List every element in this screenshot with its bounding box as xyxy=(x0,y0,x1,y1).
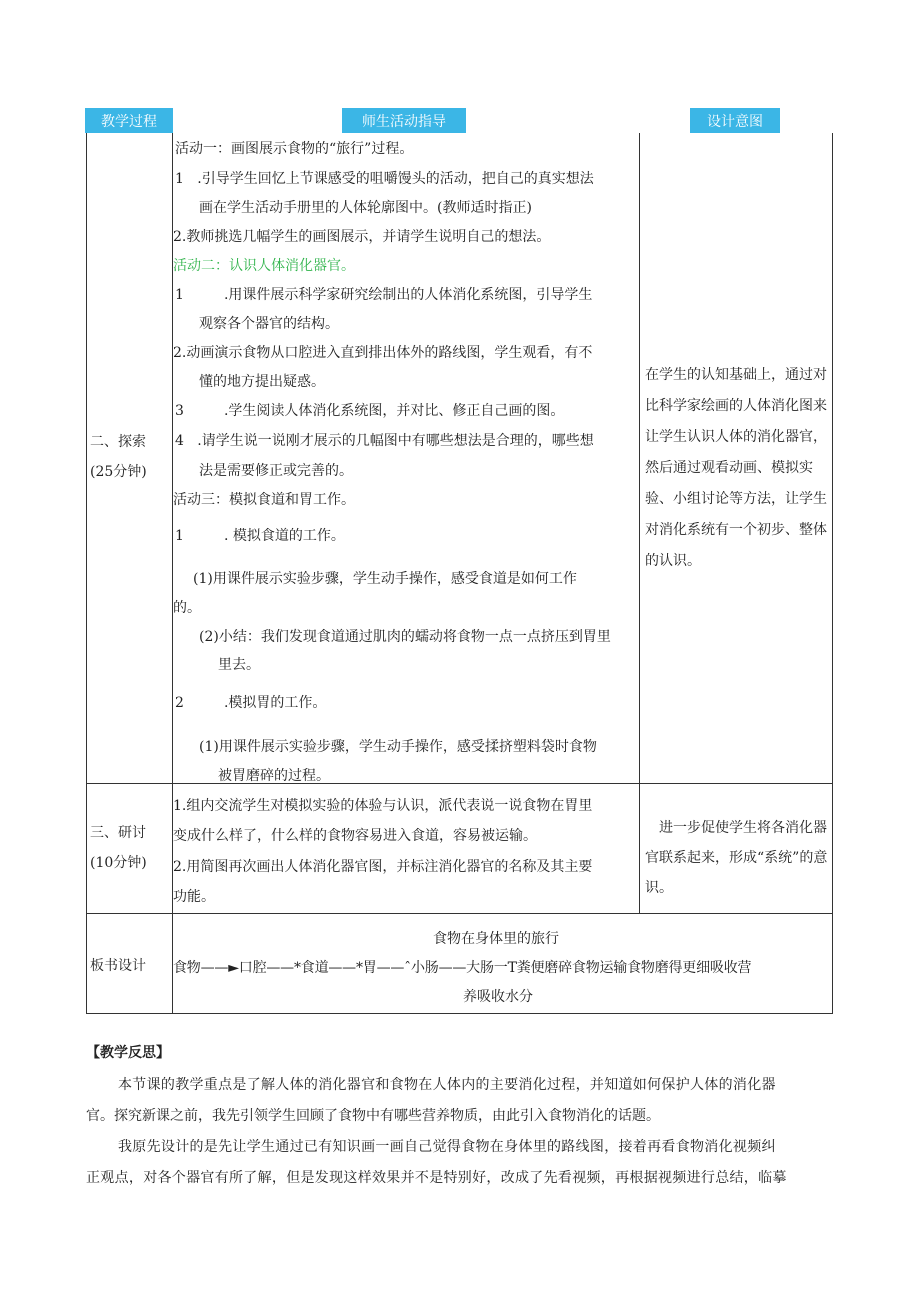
reflection-paragraph-1: 本节课的教学重点是了解人体的消化器官和食物在人体内的主要消化过程，并知道如何保护人体的消化器 xyxy=(118,1077,776,1093)
activity-line: 3 .学生阅读人体消化系统图，并对比、修正自己画的图。 xyxy=(175,403,565,419)
activity-line: 活动二：认识人体消化器官。 xyxy=(173,258,355,274)
discuss-intent: 进一步促使学生将各消化器官联系起来，形成“系统”的意识。 xyxy=(645,820,828,896)
reflection-heading: 【教学反思】 xyxy=(86,1045,170,1061)
activity-line: 观察各个器官的结构。 xyxy=(199,316,339,332)
explore-time: (25分钟) xyxy=(90,464,147,480)
row-divider-2 xyxy=(86,913,833,914)
discuss-line: 变成什么样了，什么样的食物容易进入食道，容易被运输。 xyxy=(173,828,537,844)
explore-intent: 在学生的认知基础上，通过对比科学家绘画的人体消化图来让学生认识人体的消化器官，然后通过观看动画、模拟实验、小组讨论等方法，让学生对消化系统有一个初步、整体的认识。 xyxy=(645,367,827,569)
activity-line: 被胃磨碎的过程。 xyxy=(218,768,330,782)
table-left-border xyxy=(86,133,87,1013)
activity-line: 懂的地方提出疑惑。 xyxy=(199,374,325,390)
activity-line: 法是需要修正或完善的。 xyxy=(199,463,353,479)
header-teacher-guide: 师生活动指导 xyxy=(342,108,466,133)
board-label: 板书设计 xyxy=(90,958,146,974)
board-flow: 食物——►口腔——*食道——*胃——ˆ小肠——大肠一T粪便磨碎食物运输食物磨得更细吸收营 xyxy=(173,960,752,976)
board-flow-continued: 养吸收水分 xyxy=(463,989,533,1005)
activity-line: (1)用课件展示实验步骤，学生动手操作，感受揉挤塑料袋时食物 xyxy=(199,739,597,755)
activity-line: 1 .引导学生回忆上节课感受的咀嚼馒头的活动，把自己的真实想法 xyxy=(175,171,594,187)
reflection-paragraph-1-cont: 官。探究新课之前，我先引领学生回顾了食物中有哪些营养物质，由此引入食物消化的话题。 xyxy=(86,1108,660,1124)
discuss-line: 1.组内交流学生对模拟实验的体验与认识，派代表说一说食物在胃里 xyxy=(173,798,593,814)
activity-line: 2 .模拟胃的工作。 xyxy=(175,695,327,711)
table-right-border xyxy=(832,133,833,1013)
discuss-time: (10分钟) xyxy=(90,855,147,871)
activity-line: 4 .请学生说一说刚才展示的几幅图中有哪些想法是合理的，哪些想 xyxy=(175,433,594,449)
row-divider-1 xyxy=(86,783,833,784)
activity-line: 画在学生活动手册里的人体轮廓图中。(教师适时指正) xyxy=(199,200,532,216)
activity-line: 里去。 xyxy=(218,657,260,673)
activity-line: 活动一：画图展示食物的“旅行”过程。 xyxy=(175,141,414,157)
activity-line: 2.教师挑选几幅学生的画图展示，并请学生说明自己的想法。 xyxy=(173,229,551,245)
column-divider-2 xyxy=(639,133,640,913)
reflection-paragraph-2-cont: 正观点，对各个器官有所了解，但是发现这样效果并不是特别好，改成了先看视频，再根据视频进行总结，临摹 xyxy=(86,1170,787,1186)
activity-line: 2.动画演示食物从口腔进入直到排出体外的路线图，学生观看，有不 xyxy=(173,345,593,361)
activity-line: 活动三：模拟食道和胃工作。 xyxy=(173,492,355,508)
explore-stage: 二、探索 xyxy=(90,434,146,450)
header-process: 教学过程 xyxy=(85,108,173,133)
header-design-intent: 设计意图 xyxy=(690,108,780,133)
table-bottom-border xyxy=(86,1013,833,1014)
activity-line: 的。 xyxy=(173,600,201,616)
discuss-line: 功能。 xyxy=(173,889,215,905)
reflection-paragraph-2: 我原先设计的是先让学生通过已有知识画一画自己觉得食物在身体里的路线图，接着再看食物消化视频纠 xyxy=(118,1139,776,1155)
discuss-stage: 三、研讨 xyxy=(90,825,146,841)
activity-line: 1 . 模拟食道的工作。 xyxy=(175,528,345,544)
discuss-line: 2.用简图再次画出人体消化器官图，并标注消化器官的名称及其主要 xyxy=(173,859,593,875)
activity-line: 1 .用课件展示科学家研究绘制出的人体消化系统图，引导学生 xyxy=(175,287,593,303)
board-title: 食物在身体里的旅行 xyxy=(433,931,559,947)
activity-line: (2)小结：我们发现食道通过肌肉的蠕动将食物一点一点挤压到胃里 xyxy=(199,629,611,645)
activity-line: (1)用课件展示实验步骤，学生动手操作，感受食道是如何工作 xyxy=(193,571,577,587)
